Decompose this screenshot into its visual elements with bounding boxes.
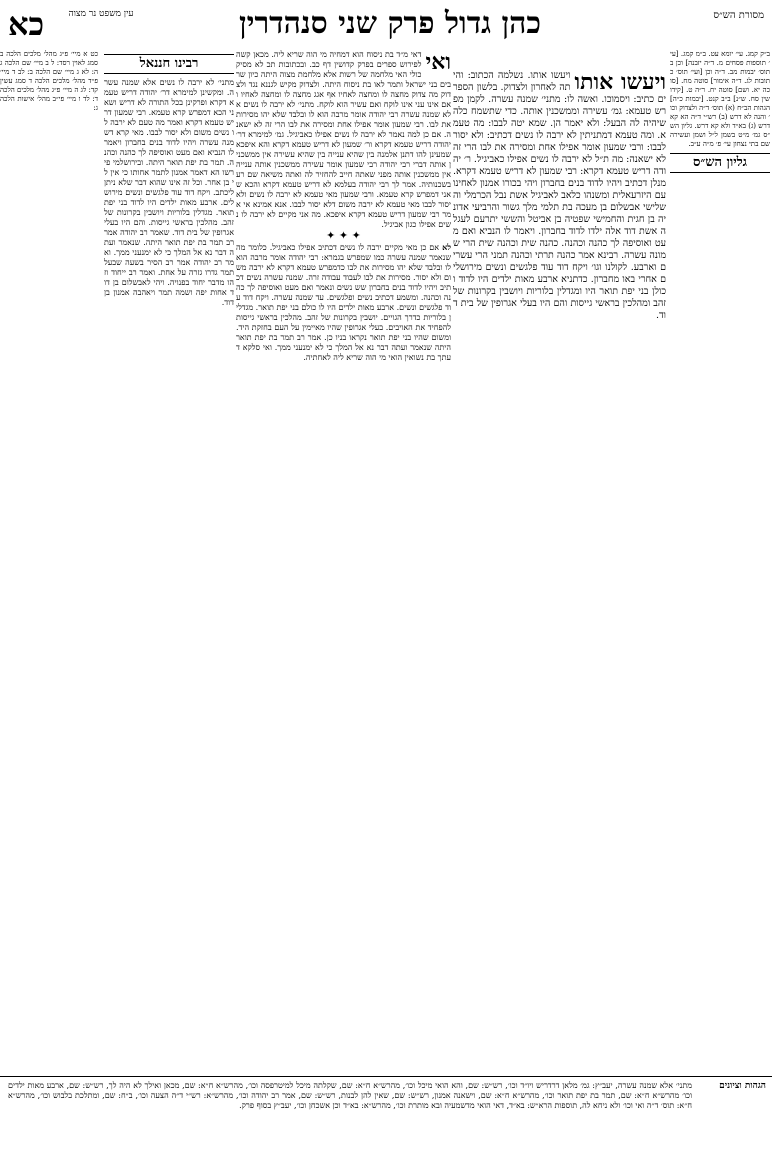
ein-mishpat-text: כט א מיי׳ פ״ג מהל׳ מלכים הלכה ב סמג לאוין רסד: ל ב מיי׳ שם הלכה ג ה: לא ג מיי׳ שם הלכה ב: לב ד מיי׳ פ״ד מהל׳ מלכים הלכה ד סמג עשין קד: לג ה מיי׳ פ״ג מהל׳ מלכים הלכה ד: לד ו מיי׳ פי״ב מהל׳ אישות הלכה ג: (0, 50, 98, 112)
gemara-text: ויעשו אותו. נשלמה הכתוב: והיתה לאחרון ולצדוק. בלשון הספרים כתיב: ויסמוכו. ואשה לו: מתני׳ שמנה עשרה. לקמן מפרש טעמא: גמ׳ עשירה וממשכנין אותה. כדי שתשמח כלה שיהיה לה הבעל: ולא יאמר הן. שמא יטה לבבו: מה טעמא. ומה טעמא דמתניתין לא ירבה לו נשים דכתיב: ולא יסור לבבו: ורבי שמעון אומר אפילו אחת ומסירה את לבו הרי זה לא ישאנה: מה ת״ל לא ירבה לו נשים אפילו כאביגיל. ר׳ יהודה דריש טעמא דקרא: רבי שמעון לא דריש טעמא דקרא. מנלן דכתיב ויהיו לדוד בנים בחברון ויהי בכורו אמנון לאחינועם היזרעאלית ומשנהו כלאב לאביגיל אשת נבל הכרמלי והשלישי אבשלום בן מעכה בת תלמי מלך גשור והרביעי אדוניה בן חגית והחמישי שפטיה בן אביטל והששי יתרעם לעגלה אשת דוד אלה ילדו לדוד בחברון. ויאמר לו הנביא ואם מעט ואוסיפה לך כהנה וכהנה. כהנה שית וכהנה שית הרי שמונה עשרה. רבינא אמר כהנה תרתי וכהנה תמני הרי עשרים וארבע. לקולנו וגו׳ ויקח דוד עוד פלגשים ונשים מירושלים אחרי באו מחברון. כדתניא ארבע מאות ילדים היו לדוד וכולן בני יפת תואר היו ומגדלין בלוריות ויושבין בקרונות של זהב ומהלכין בראשי גייסות והם היו בעלי אגרופין של בית דוד. (449, 70, 666, 321)
tosafot-column (233, 49, 451, 1050)
rabbeinu-chananel-heading: רבינו חננאל (104, 54, 234, 74)
right-margin-text: ב״ק קמג. עי׳ יומא עט. ב״מ קמג. [עי׳ תוספות פסחים מ. ד״ה יזבנה] וכן בתוס׳ יבמות מב. ד״ה וכן [ועי׳ תוס׳ כתובות לג. ד״ה אימור] סוטה מח. [סוכה יא. ושם] סוטה יח. ר״ה ט. [קידושין סח. ש״נ] ב״ב קנט. [יבמות כ״ה] הגהות הב״ח (א) תוס׳ ד״ה ולצדוק וכו׳ והנה לא דרש (ב) רש״י ד״ה הא קא דרש (ג) בא״ד ולא קא דרש. גליון הש״ס גמ׳ מ״ט בשמן ל״ל ושמן ועשירה שם בתי נצחון עי׳ פ׳ מ״ה ע״ב. (667, 50, 770, 148)
rashi-head-word: לא (442, 242, 451, 252)
page-title: כהן גדול פרק שני סנהדרין (238, 6, 542, 41)
separator-ornament: ✦ ✦ ✦ (326, 229, 361, 242)
chananel-text: מתני׳ לא ירבה לו נשים אלא שמנה עשרה. ומקשינן למימרא דר׳ יהודה דריש טעמא דקרא ופרקינן בכל התורה לא דריש ושאני הכא דמפרש קרא טעמא. רבי שמעון דריש טעמא דקרא ואמר מה טעם לא ירבה לו נשים משום ולא יסור לבבו. מאי קרא דשמנה עשרה ויהיו לדוד בנים בחברון ויאמר לו הנביא ואם מעט ואוסיפה לך כהנה וכהנה. תמר בת יפת תואר היתה. ובירושלמי פירשו הא דאמר אמנון לתמר אחותו כי אין לי בן אחר. וכל זה אינו שהוא דבר שלא ניתן ליכתב. ויקח דוד עוד פלגשים ונשים מירושלים. ארבע מאות ילדים היו לדוד בני יפת תואר. מגדלין בלוריות ויושבין בקרונות של זהב. מהלכין בראשי גייסות. והם היו בעלי אגרופין של בית דוד. שאמר רב יהודה אמר רב תמר בת יפת תואר היתה. שנאמר ועתה דבר נא אל המלך כי לא ימנעני ממך. ואמר רב יהודה אמר רב הסיר בשעה שבעל תמר גדרו גזרה על אחת. ואמר רב ייחוד וזהו מדבר יחוד בפנויה. ויהי לאבשלום בן דוד אחות יפה ושמה תמר ויאהבה אמנון בן דוד. (101, 78, 234, 307)
ein-mishpat-column (0, 50, 98, 1070)
page-header (0, 4, 772, 44)
gilyon-heading: גליון הש״ס (670, 153, 770, 173)
hagahot-footer (0, 1076, 772, 1157)
hagahot-heading: הגהות וציונים (719, 1081, 766, 1091)
chananel-column (101, 50, 234, 1070)
hagahot-text: מתני׳ אלא שמנה עשרה, יעב״ץ: גמ׳ מלאן דרדריש ויו״ד וכו׳, רש״ש: שם, והא הואי מיכל וכו׳, מהרש״א ח״א: שם, שקלתה מיכל למיטרפסה וכו׳, מהרש״א ח״א: שם, מכאן ואילך לא היה לך, רש״ש: שם, ארבע מאות ילדים וכו׳ מהרש״א ח״א: שם, תמר בת יפת תואר וכו׳, מהרש״א ח״א: שם, וישאנה אמנון, רש״ש: שם, שאין להן לבנות, רש״ש: שם, אמר רב יהודה וכו׳, מהרש״א: רש״י ד״ה הצעה וכו׳, ב״ח: שם, ומתלכת בלבוש וכו׳, מהרש״א ח״א: תוס׳ ד״ה ואי וכו׳ ולא ניחא לה, תוספות הרא״ש: בא״ד, דאי הואי מדשמעיה ובא מותרת וכו׳, מהרש״א: בא״ד וכן אשכחן וכו׳, יעב״ץ בסוף פרק. (8, 1081, 692, 1110)
tosafot-text: דאי מ״ד בת ניסוח הוא דמחיה מי הוה שריא ליה. מכאן קשה לפירוש ספרים בפרק קדושין דף כב. ובכתובות תכ לא מסיק כולי האי מלחמה של רשות אלא מלחמת מצוה היתה כיון שרבים בני ישראל ותמר לאו בת ניסוח היתה. ולצדוק מקיש לגננא נגד ולצדוק מה צדוק מחצה לו ומחצה לאחיו אף אגג מחצה לו ומחצה לאחיו ואם אינו עני אינו לוקח ואם עשיר הוא לוקח. מתני׳ לא ירבה לו נשים אלא שמנה עשרה רבי יהודה אומר מרבה הוא לו ובלבד שלא יהו מסירות את לבו. רבי שמעון אומר אפילו אחת ומסירה את לבו הרי זה לא ישאנה. אם כן למה נאמר לא ירבה לו נשים אפילו כאביגיל. גמ׳ למימרא דר׳ יהודה דריש טעמא דקרא ור׳ שמעון לא דריש טעמא דקרא והא איפכא שמעינן להו דתנן אלמנה בין שהיא ענייה בין שהיא עשירה אין ממשכנין אותה דברי רבי יהודה רבי שמעון אומר עשירה ממשכנין אותה ענייה אין ממשכנין אותה מפני שאתה חייב להחזיר לה ואתה משיאה שם רע בשכנותיה. אמר לך רבי יהודה בעלמא לא דריש טעמא דקרא והכא שאני דמפרש קרא טעמא. ורבי שמעון מאי טעמא לא ירבה לו נשים ולא יסור לבבו מאי טעמא לא ירבה משום דלא יסור לבבו. אנא אמינא אי אמר רבי שמעון דריש טעמא דקרא איפכא. מה אני מקיים לא ירבה לו נשים אפילו כגון אביגיל. (233, 50, 451, 229)
gemara-opening-word: ויעשו אותו (574, 69, 666, 95)
rashi-text: אם כן מאי מקיים ירבה לו נשים דכתיב אפילו כאביגיל. כלומר מה שנאמר שמנה עשרה כמו שמפרש בגמרא: רבי יהודה אומר מרבה הוא לו ובלבד שלא יהו מסירות את לבו כדמפרש טעמא דקרא לא ירבה משום ולא יסור. מסירות את לבו לעבוד עבודה זרה. שמנה עשרה נשים דכתיב ויהיו לדוד בנים בחברון שש נשים ונאמר ואם מעט ואוסיפה לך כהנה וכהנה. ומשמע דכתיב נשים ופלגשים. עד שמנה עשרה. ויקח דוד עוד פלגשים ונשים. ארבע מאות ילדים היו לו כולם בני יפת תואר. מגדלין בלוריות כדרך הגויים. יושבין בקרונות של זהב. מהלכין בראשי גייסות להפחיד את האויבים. בעלי אגרופין שהיו מאיימין על העם בחזקת היד. ומשום שהיו בני יפת תואר נקראו בניו כן. אמר רב תמר בת יפת תואר היתה שנאמר ועתה דבר נא אל המלך כי לא ימנעני ממך. ואי סלקא דעתך בת נשואין הואי מי הוה שריא ליה לאחתיה. (233, 243, 451, 362)
masoret-label: מסורת הש״ס (713, 10, 764, 21)
folio-number: כא (8, 5, 45, 43)
gemara-column (449, 69, 666, 1030)
tosafot-opening-word: ואי (425, 49, 451, 75)
ein-mishpat-label: עין משפט נר מצוה (68, 9, 134, 19)
right-margin-column (667, 50, 770, 1070)
